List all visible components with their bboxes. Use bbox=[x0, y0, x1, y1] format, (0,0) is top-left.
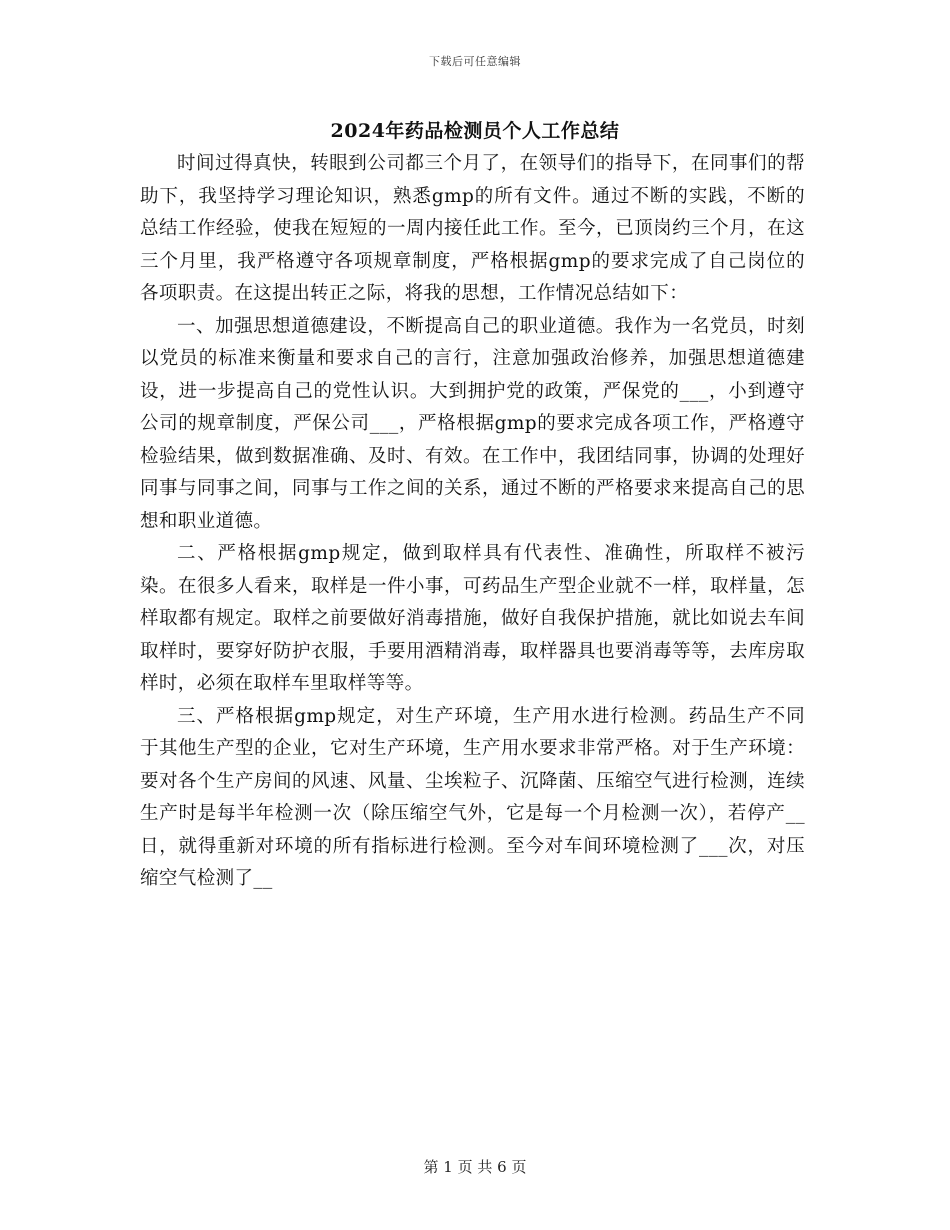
download-note: 下载后可任意编辑 bbox=[429, 55, 521, 68]
paragraph-intro: 时间过得真快，转眼到公司都三个月了，在领导们的指导下，在同事们的帮助下，我坚持学习理论知识，熟悉gmp的所有文件。通过不断的实践，不断的总结工作经验，使我在短短的一周内接任此工作。至今，已顶岗约三个月，在这三个月里，我严格遵守各项规章制度，严格根据gmp的要求完成了自己岗位的各项职责。在这提出转正之际，将我的思想，工作情况总结如下： bbox=[140, 153, 805, 304]
document-body bbox=[140, 148, 805, 896]
paragraph-section-2: 二、严格根据gmp规定，做到取样具有代表性、准确性，所取样不被污染。在很多人看来，取样是一件小事，可药品生产型企业就不一样，取样量，怎样取都有规定。取样之前要做好消毒措施，做好自我保护措施，就比如说去车间取样时，要穿好防护衣服，手要用酒精消毒，取样器具也要消毒等等，去库房取样时，必须在取样车里取样等等。 bbox=[140, 543, 805, 694]
document-title: 2024年药品检测员个人工作总结 bbox=[330, 120, 620, 142]
page-number: 第 1 页 共 6 页 bbox=[423, 1158, 527, 1176]
paragraph-section-1: 一、加强思想道德建设，不断提高自己的职业道德。我作为一名党员，时刻以党员的标准来衡量和要求自己的言行，注意加强政治修养，加强思想道德建设，进一步提高自己的党性认识。大到拥护党的政策，严保党的___，小到遵守公司的规章制度，严保公司___，严格根据gmp的要求完成各项工作，严格遵守检验结果，做到数据准确、及时、有效。在工作中，我团结同事，协调的处理好同事与同事之间，同事与工作之间的关系，通过不断的严格要求来提高自己的思想和职业道德。 bbox=[140, 315, 805, 532]
paragraph-section-3: 三、严格根据gmp规定，对生产环境，生产用水进行检测。药品生产不同于其他生产型的企业，它对生产环境，生产用水要求非常严格。对于生产环境：要对各个生产房间的风速、风量、尘埃粒子、沉降菌、压缩空气进行检测，连续生产时是每半年检测一次（除压缩空气外，它是每一个月检测一次），若停产__日，就得重新对环境的所有指标进行检测。至今对车间环境检测了___次，对压缩空气检测了__ bbox=[140, 705, 805, 889]
